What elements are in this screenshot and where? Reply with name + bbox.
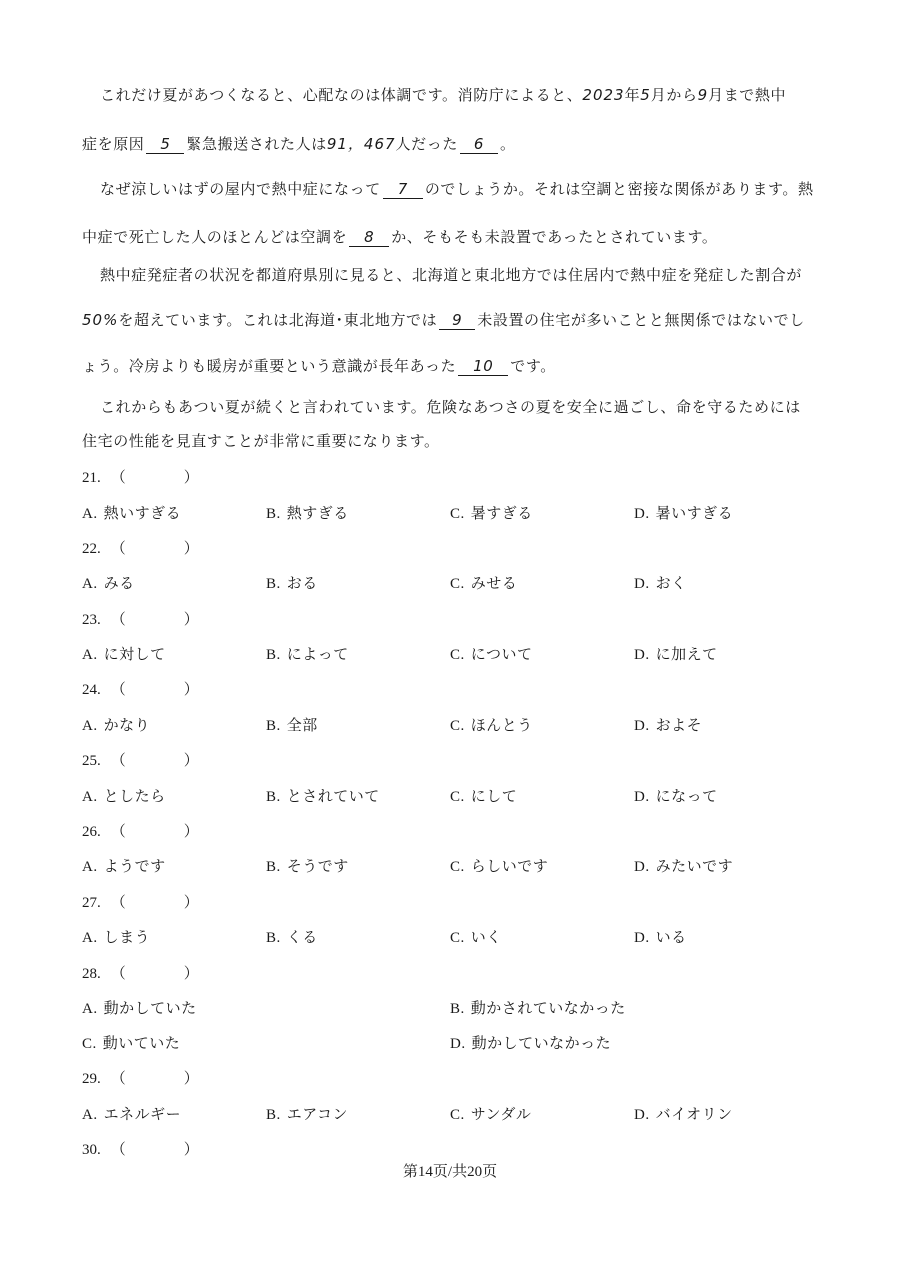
option-26-c[interactable]: C. らしいです — [450, 857, 549, 875]
option-26-d[interactable]: D. みたいです — [634, 857, 734, 875]
option-25-c[interactable]: C. にして — [450, 787, 518, 805]
option-29-d[interactable]: D. バイオリン — [634, 1105, 733, 1123]
month-value: 9 — [697, 86, 709, 104]
passage-text: これだけ夏があつくなると、心配なのは体調です。消防庁によると、 — [100, 86, 583, 104]
option-21-b[interactable]: B. 熱すぎる — [266, 504, 349, 522]
question-28: 28. （ ） — [82, 966, 199, 982]
passage-text: を超えています。これは北海道･東北地方では — [118, 311, 438, 329]
question-27: 27. （ ） — [82, 895, 199, 911]
passage-text: 熱中症発症者の状況を都道府県別に見ると、北海道と東北地方では住居内で熱中症を発症した割合が — [100, 266, 803, 284]
option-22-c[interactable]: C. みせる — [450, 574, 518, 592]
question-21: 21. （ ） — [82, 470, 199, 486]
option-23-d[interactable]: D. に加えて — [634, 645, 718, 663]
option-29-a[interactable]: A. エネルギー — [82, 1105, 182, 1123]
question-22: 22. （ ） — [82, 541, 199, 557]
option-29-c[interactable]: C. サンダル — [450, 1105, 532, 1123]
passage-line — [100, 396, 801, 417]
passage-text: 年 — [624, 86, 641, 104]
option-26-b[interactable]: B. そうです — [266, 857, 349, 875]
option-24-c[interactable]: C. ほんとう — [450, 716, 533, 734]
passage-line — [100, 84, 786, 105]
option-25-b[interactable]: B. とされていて — [266, 787, 380, 805]
option-23-b[interactable]: B. によって — [266, 645, 349, 663]
option-22-a[interactable]: A. みる — [82, 574, 135, 592]
option-25-d[interactable]: D. になって — [634, 787, 718, 805]
passage-text: 月まで熱中 — [708, 86, 787, 104]
option-24-b[interactable]: B. 全部 — [266, 716, 318, 734]
question-24: 24. （ ） — [82, 682, 199, 698]
passage-text: 症を原因 — [82, 135, 145, 153]
blank-10: 10 — [458, 358, 508, 376]
passage-line — [100, 264, 802, 285]
option-21-c[interactable]: C. 暑すぎる — [450, 504, 533, 522]
option-27-a[interactable]: A. しまう — [82, 928, 151, 946]
question-30: 30. （ ） — [82, 1142, 199, 1158]
passage-text: です。 — [510, 357, 556, 375]
passage-text: 住宅の性能を見直すことが非常に重要になります。 — [82, 432, 440, 450]
option-23-a[interactable]: A. に対して — [82, 645, 166, 663]
blank-5: 5 — [146, 136, 184, 154]
option-26-a[interactable]: A. ようです — [82, 857, 166, 875]
passage-text: 中症で死亡した人のほとんどは空調を — [82, 228, 348, 246]
passage-line — [82, 226, 717, 247]
passage-text: 人だった — [395, 135, 458, 153]
option-24-a[interactable]: A. かなり — [82, 716, 151, 734]
question-26: 26. （ ） — [82, 824, 199, 840]
option-28-b[interactable]: B. 動かされていなかった — [450, 999, 626, 1017]
option-25-a[interactable]: A. としたら — [82, 787, 166, 805]
passage-line — [100, 178, 814, 199]
option-21-a[interactable]: A. 熱いすぎる — [82, 504, 182, 522]
percent-value: 50% — [82, 311, 119, 329]
year-value: 2023 — [582, 86, 625, 104]
passage-text: か、そもそも未設置であったとされています。 — [391, 228, 718, 246]
option-29-b[interactable]: B. エアコン — [266, 1105, 349, 1123]
month-value: 5 — [640, 86, 651, 104]
question-23: 23. （ ） — [82, 612, 199, 628]
option-28-d[interactable]: D. 動かしていなかった — [450, 1034, 612, 1052]
count-value: 91，467 — [326, 135, 396, 153]
passage-line — [82, 430, 440, 451]
option-22-d[interactable]: D. おく — [634, 574, 687, 592]
passage-line — [82, 133, 516, 154]
passage-text: 未設置の住宅が多いことと無関係ではないでし — [477, 311, 805, 329]
option-22-b[interactable]: B. おる — [266, 574, 318, 592]
blank-9: 9 — [439, 312, 475, 330]
passage-text: なぜ涼しいはずの屋内で熱中症になって — [100, 180, 381, 198]
option-23-c[interactable]: C. について — [450, 645, 533, 663]
passage-line — [82, 355, 556, 376]
option-28-a[interactable]: A. 動かしていた — [82, 999, 197, 1017]
option-27-d[interactable]: D. いる — [634, 928, 687, 946]
passage-text: 月から — [650, 86, 698, 104]
passage-line — [82, 309, 805, 330]
passage-text: のでしょうか。それは空調と密接な関係があります。熱 — [424, 180, 814, 198]
passage-text: 緊急搬送された人は — [186, 135, 327, 153]
option-28-c[interactable]: C. 動いていた — [82, 1034, 181, 1052]
question-25: 25. （ ） — [82, 753, 199, 769]
passage-text: これからもあつい夏が続くと言われています。危険なあつさの夏を安全に過ごし、命を守るためには — [100, 398, 801, 416]
option-21-d[interactable]: D. 暑いすぎる — [634, 504, 734, 522]
blank-8: 8 — [349, 229, 389, 247]
blank-6: 6 — [460, 136, 498, 154]
passage-text: 。 — [499, 135, 516, 153]
question-29: 29. （ ） — [82, 1071, 199, 1087]
option-27-c[interactable]: C. いく — [450, 928, 502, 946]
page-number: 第14页/共20页 — [402, 1164, 498, 1180]
passage-text: ょう。冷房よりも暖房が重要という意識が長年あった — [82, 357, 457, 375]
blank-7: 7 — [383, 181, 423, 199]
option-27-b[interactable]: B. くる — [266, 928, 318, 946]
option-24-d[interactable]: D. およそ — [634, 716, 703, 734]
